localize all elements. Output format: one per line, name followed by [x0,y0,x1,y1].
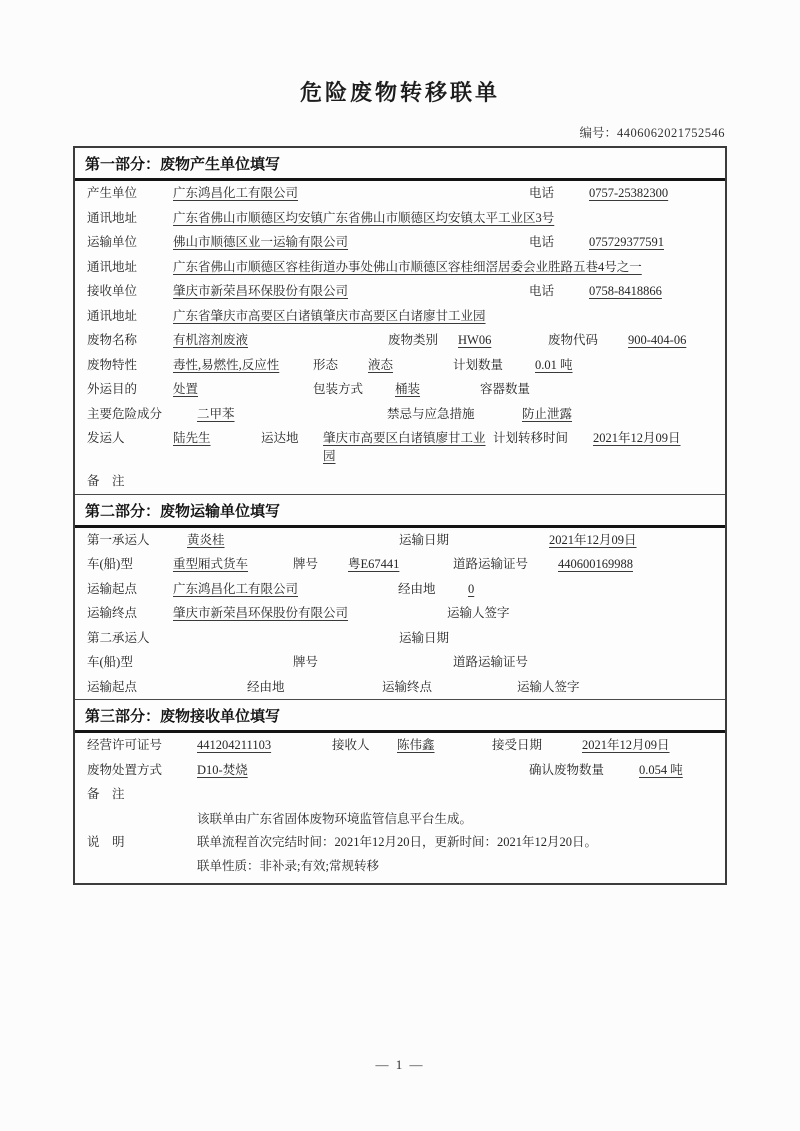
taboo-label: 禁忌与应急措施 [387,406,475,421]
license-value: 441204211103 [197,738,272,752]
plate1-value: 粤E67441 [348,557,400,571]
license-label: 经营许可证号 [87,738,163,752]
receiver-phone-value: 0758-8418866 [589,284,662,298]
waste-code-label: 废物代码 [548,333,599,347]
receive-date-value: 2021年12月09日 [582,738,670,752]
document-title: 危险废物转移联单 [299,80,500,105]
container-qty-label: 容器数量 [480,382,531,396]
carrier1-date-label: 运输日期 [399,532,450,547]
taboo-value: 防止泄露 [522,406,573,421]
vehicle1-value: 重型厢式货车 [173,557,249,571]
route1-start-value: 广东鸿昌化工有限公司 [173,581,299,596]
producer-phone-value: 0757-25382300 [589,186,669,200]
note-lines [197,811,713,876]
route1-start-label: 运输起点 [87,581,138,596]
row-route1-end [75,601,725,626]
part1-remark-label: 备 注 [87,474,125,488]
receiver-address-value: 广东省肇庆市高要区白诸镇肇庆市高要区白诸廖甘工业园 [173,308,486,323]
note-line-1: 该联单由广东省固体废物环境监管信息平台生成。 [197,811,473,826]
row-receiver [75,279,725,304]
row-route2 [75,675,725,700]
producer-value: 广东鸿昌化工有限公司 [173,186,299,200]
carrier1-label: 第一承运人 [87,532,150,547]
serial-label: 编号： [579,126,617,140]
part3-header: 第三部分：废物接收单位填写 [75,699,725,733]
part1-header: 第一部分：废物产生单位填写 [75,148,725,181]
route2-sign-label: 运输人签字 [517,679,580,694]
transfer-form [73,146,727,885]
row-waste-name [75,328,725,353]
row-dispatch [75,426,725,469]
route1-end-value: 肇庆市新荣昌环保股份有限公司 [173,606,349,620]
transporter-address-label: 通讯地址 [87,259,138,274]
waste-form-label: 形态 [313,357,339,372]
carrier2-label: 第二承运人 [87,630,150,645]
receiver-label: 接收单位 [87,284,138,298]
note-label: 说 明 [87,835,125,849]
waste-name-value: 有机溶剂废液 [173,333,249,347]
row-note [75,807,725,884]
destination-label: 运达地 [261,431,299,445]
route1-via-label: 经由地 [398,581,436,596]
dispatcher-label: 发运人 [87,431,125,445]
receive-date-label: 接受日期 [492,738,543,752]
row-carrier1 [75,528,725,553]
vehicle2-label: 车(船)型 [87,655,133,669]
plate1-label: 牌号 [293,557,319,571]
receiver-person-label: 接收人 [332,738,370,752]
carrier1-date-value: 2021年12月09日 [549,532,637,547]
row-carrier2 [75,626,725,651]
producer-address-label: 通讯地址 [87,210,138,225]
transporter-value: 佛山市顺德区业一运输有限公司 [173,235,349,249]
waste-name-label: 废物名称 [87,333,138,347]
receiver-value: 肇庆市新荣昌环保股份有限公司 [173,284,349,298]
route1-via-value: 0 [468,581,475,596]
row-transporter-address [75,255,725,280]
permit2-label: 道路运输证号 [453,655,529,669]
row-disposal [75,758,725,783]
page-number: — 1 — [375,1057,425,1072]
row-part1-remark [75,469,725,494]
serial-number: 4406062021752546 [617,126,725,140]
confirmed-qty-value: 0.054 吨 [639,762,683,777]
carrier1-value: 黄炎桂 [187,532,225,547]
disposal-label: 废物处置方式 [87,762,163,777]
producer-phone-label: 电话 [529,186,555,200]
row-purpose [75,377,725,402]
purpose-value: 处置 [173,382,199,396]
packing-value: 桶装 [395,382,421,396]
route1-end-label: 运输终点 [87,606,138,620]
planned-qty-label: 计划数量 [453,357,504,372]
route2-end-label: 运输终点 [382,679,433,694]
carrier2-date-label: 运输日期 [399,630,450,645]
hazard-label: 主要危险成分 [87,406,163,421]
serial-line [75,123,725,141]
row-part3-remark [75,782,725,807]
row-route1-start [75,577,725,602]
disposal-value: D10-焚烧 [197,762,248,777]
producer-label: 产生单位 [87,186,138,200]
row-vehicle1 [75,552,725,577]
permit1-value: 440600169988 [558,557,633,571]
row-producer-address [75,206,725,231]
row-vehicle2 [75,650,725,675]
waste-form-value: 液态 [368,357,394,372]
permit1-label: 道路运输证号 [453,557,529,571]
waste-code-value: 900-404-06 [628,333,687,347]
waste-category-label: 废物类别 [388,333,439,347]
row-receiver-address [75,304,725,329]
route2-start-label: 运输起点 [87,679,138,694]
part3-remark-label: 备 注 [87,787,125,801]
transporter-phone-label: 电话 [529,235,555,249]
planned-qty-value: 0.01 吨 [535,357,573,372]
note-line-3: 联单性质：非补录;有效;常规转移 [197,858,379,873]
note-line-2: 联单流程首次完结时间：2021年12月20日，更新时间：2021年12月20日。 [197,835,598,849]
transfer-time-label: 计划转移时间 [493,431,569,445]
confirmed-qty-label: 确认废物数量 [529,762,605,777]
row-producer [75,181,725,206]
packing-label: 包装方式 [313,382,364,396]
producer-address-value: 广东省佛山市顺德区均安镇广东省佛山市顺德区均安镇太平工业区3号 [173,210,555,225]
transporter-phone-value: 075729377591 [589,235,664,249]
destination-value: 肇庆市高要区白诸镇廖甘工业园 [323,431,486,463]
route2-via-label: 经由地 [247,679,285,694]
part2-header: 第二部分：废物运输单位填写 [75,494,725,528]
route1-sign-label: 运输人签字 [447,606,510,620]
receiver-person-value: 陈伟鑫 [397,738,435,752]
row-waste-traits [75,353,725,378]
plate2-label: 牌号 [293,655,319,669]
transporter-address-value: 广东省佛山市顺德区容桂街道办事处佛山市顺德区容桂细滘居委会业胜路五巷4号之一 [173,259,642,274]
row-transporter [75,230,725,255]
waste-traits-value: 毒性,易燃性,反应性 [173,357,280,372]
row-hazard [75,402,725,427]
transporter-unit-label: 运输单位 [87,235,138,249]
dispatcher-value: 陆先生 [173,431,211,445]
hazard-value: 二甲苯 [197,406,235,421]
transfer-time-value: 2021年12月09日 [593,431,681,445]
waste-traits-label: 废物特性 [87,357,138,372]
vehicle1-label: 车(船)型 [87,557,133,571]
receiver-phone-label: 电话 [529,284,555,298]
receiver-address-label: 通讯地址 [87,308,138,323]
purpose-label: 外运目的 [87,382,138,396]
row-license [75,733,725,758]
waste-category-value: HW06 [458,333,492,347]
